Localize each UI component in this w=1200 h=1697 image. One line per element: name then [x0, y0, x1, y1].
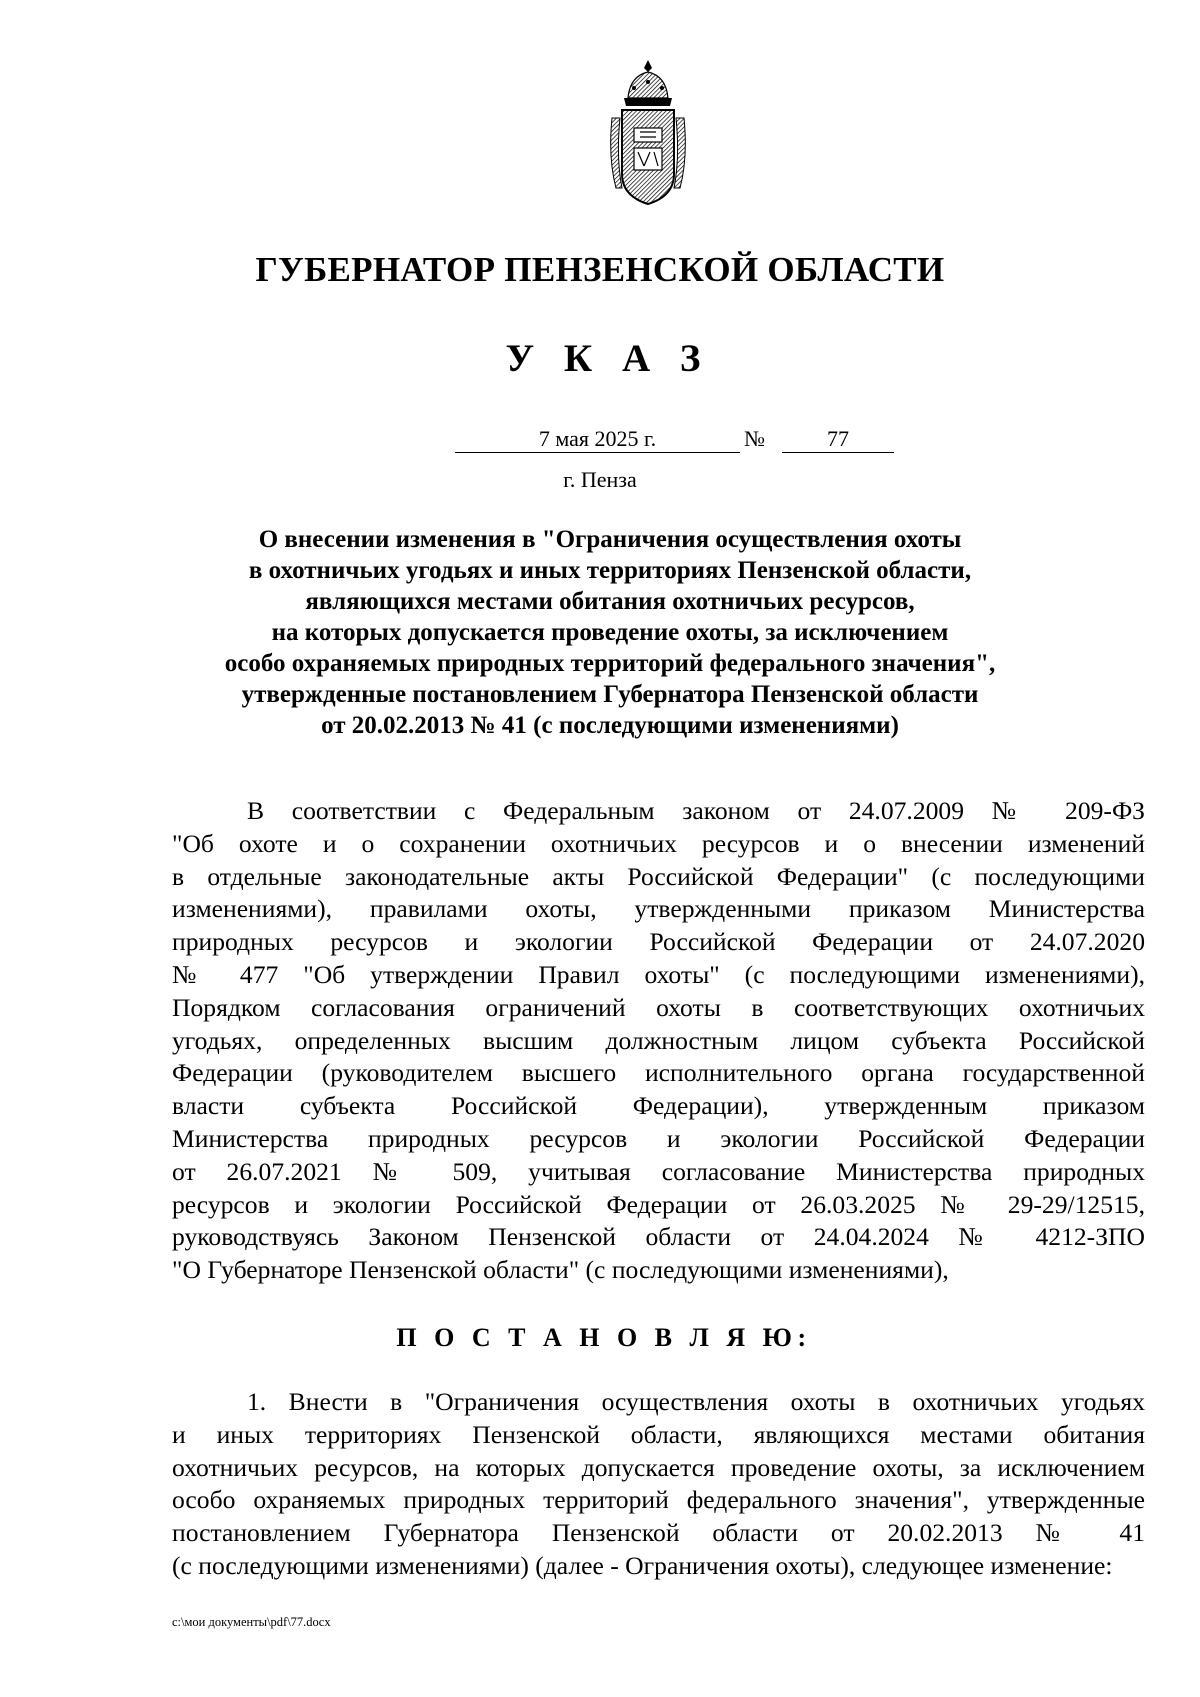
item-1-line: постановлением Губернатора Пензенской области от 20.02.2013 № 41	[172, 1518, 1145, 1548]
item-1-line: 1. Внести в "Ограничения осуществления охоты в охотничьих угодьях	[247, 1387, 1145, 1416]
coat-of-arms-icon	[604, 58, 692, 210]
preamble-line: власти субъекта Российской Федерации), утвержденным приказом	[172, 1091, 1145, 1121]
item-1-line: охотничьих ресурсов, на которых допускается проведение охоты, за исключением	[172, 1452, 1145, 1482]
preamble-line: руководствуясь Законом Пензенской области от 24.04.2024 № 4212-ЗПО	[172, 1222, 1145, 1252]
preamble-line: природных ресурсов и экологии Российской Федерации от 24.07.2020	[172, 927, 1145, 957]
preamble-line: ресурсов и экологии Российской Федерации от 26.03.2025 № 29-29/12515,	[172, 1189, 1145, 1219]
number-sign: №	[744, 426, 765, 451]
preamble-line: В соответствии с Федеральным законом от 24.07.2009 № 209-ФЗ	[247, 796, 1145, 825]
preamble-line: "О Губернаторе Пензенской области" (с последующими изменениями),	[172, 1255, 949, 1285]
preamble-line: № 477 "Об утверждении Правил охоты" (с последующими изменениями),	[172, 959, 1145, 989]
preamble-line: изменениями), правилами охоты, утвержденными приказом Министерства	[172, 894, 1145, 924]
item-1-line: особо охраняемых природных территорий федерального значения", утвержденные	[172, 1485, 1145, 1515]
preamble-line: Министерства природных ресурсов и экологии Российской Федерации	[172, 1123, 1145, 1153]
preamble-line: от 26.07.2021 № 509, учитывая согласование Министерства природных	[172, 1156, 1145, 1186]
subject-line: на которых допускается проведение охоты, за исключением	[271, 619, 949, 646]
preamble-line: Федерации (руководителем высшего исполнительного органа государственной	[172, 1058, 1145, 1088]
file-path-footer: c:\мои документы\pdf\77.docx	[172, 1615, 331, 1629]
item-1-paragraph	[172, 1386, 1145, 1583]
document-type-title: У К А З	[505, 337, 711, 380]
decree-subject	[160, 524, 1060, 741]
preamble-paragraph	[172, 795, 1145, 1287]
resolve-heading: П О С Т А Н О В Л Я Ю:	[396, 1323, 812, 1352]
item-1-line: и иных территориях Пензенской области, являющихся местами обитания	[172, 1419, 1145, 1449]
subject-line: являющихся местами обитания охотничьих ресурсов,	[305, 588, 915, 615]
subject-line: от 20.02.2013 № 41 (с последующими изменениями)	[321, 712, 899, 739]
preamble-line: в отдельные законодательные акты Российской Федерации" (с последующими	[172, 861, 1145, 891]
preamble-line: Порядком согласования ограничений охоты в соответствующих охотничьих	[172, 992, 1145, 1022]
subject-line: особо охраняемых природных территорий федерального значения",	[224, 650, 996, 677]
subject-line: О внесении изменения в "Ограничения осуществления охоты	[258, 526, 962, 553]
decree-date: 7 мая 2025 г.	[455, 426, 740, 453]
issuing-authority: ГУБЕРНАТОР ПЕНЗЕНСКОЙ ОБЛАСТИ	[255, 250, 945, 289]
issue-city: г. Пенза	[563, 467, 637, 492]
decree-number: 77	[782, 426, 894, 453]
subject-line: утвержденные постановлением Губернатора Пензенской области	[241, 681, 979, 708]
subject-line: в охотничьих угодьях и иных территориях Пензенской области,	[248, 557, 972, 584]
preamble-line: угодьях, определенных высшим должностным лицом субъекта Российской	[172, 1025, 1145, 1055]
item-1-line: (с последующими изменениями) (далее - Ограничения охоты), следующее изменение:	[172, 1550, 1113, 1580]
preamble-line: "Об охоте и о сохранении охотничьих ресурсов и о внесении изменений	[172, 828, 1145, 858]
